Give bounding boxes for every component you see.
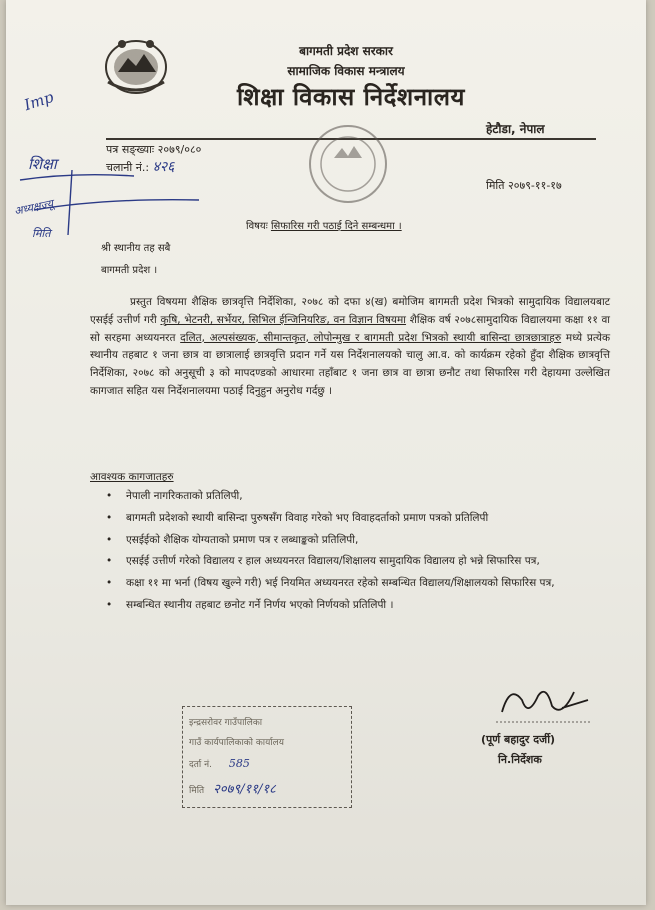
office-seal-icon: [298, 118, 402, 210]
signatory-title: नि.निर्देशक: [498, 753, 542, 766]
letter-subject: विषयः सिफारिस गरी पठाई दिने सम्बन्धमा ।: [246, 221, 402, 232]
list-item: • कक्षा ११ मा भर्ना (विषय खुल्ने गरी) भई नियमित अध्ययनरत रहेको सम्बन्धित विद्यालय/शिक्षालयको सिफारिस पत्र,: [106, 575, 626, 593]
nepal-emblem-icon: [102, 34, 170, 96]
dispatch-number: चलानी नं.: ४२६: [106, 159, 175, 175]
letter-number: पत्र सङ्ख्याः २०७९/०८०: [106, 143, 202, 156]
directorate-title: शिक्षा विकास निर्देशनालय: [237, 83, 465, 111]
letter-page: [6, 0, 646, 905]
ministry-name: सामाजिक विकास मन्त्रालय: [287, 64, 405, 78]
letter-date: मिति २०७९-११-१७: [486, 179, 562, 192]
list-item: • सम्बन्धित स्थानीय तहबाट छनोट गर्ने निर्णय भएको निर्णयको प्रतिलिपी ।: [106, 597, 626, 615]
recipient-line-1: श्री स्थानीय तह सबै: [101, 243, 171, 254]
list-item: • एसईईको शैक्षिक योग्यताको प्रमाण पत्र र लब्धाङ्कको प्रतिलिपी,: [106, 532, 626, 550]
received-stamp: इन्द्रसरोवर गाउँपालिका गाउँ कार्यपालिकाको कार्यालय दर्ता नं. 585 मिति २०७९/११/१८: [182, 706, 352, 808]
letter-body: प्रस्तुत विषयमा शैक्षिक छात्रवृत्ति निर्देशिका, २०७८ को दफा ४(ख) बमोजिम बागमती प्रदेश भित्रको सामुदायिक विद्यालयबाट एसईई उत्तीर्ण गरी कृषि, भेटनरी, सर्भेयर, सिभिल ईन्जिनियरिङ, वन विज्ञान विषयमा शैक्षिक वर्ष २०७८सामुदायिक विद्यालयमा कक्षा ११ वा सो सरहमा अध्ययनरत दलित, अल्पसंख्यक, सीमान्तकृत, लोपोन्मुख र बागमती प्रदेश भित्रको स्थायी बासिन्दा छात्रछात्राहरु मध्ये प्रत्येक स्थानीय तहबाट १ जना छात्र वा छात्रालाई छात्रवृत्ति प्रदान गर्ने यस निर्देशनालयको चालु आ.व. को कार्यक्रम रहेको हुँदा शैक्षिक छात्रवृत्ति निर्देशिका, २०७८ को अनुसूची ३ को मापदण्डको आधारमा तहाँबाट १ जना छात्र वा छात्रा छनौट तथा सिफारिस गरी देहायमा उल्लेखित कागजात सहित यस निर्देशनालयमा पठाई दिनुहुन अनुरोध गर्दछु ।: [90, 296, 611, 397]
handwritten-imp-note: Imp: [21, 87, 56, 115]
list-item: • एसईई उत्तीर्ण गरेको विद्यालय र हाल अध्ययनरत विद्यालय/शिक्षालय सामुदायिक विद्यालय हो भन्ने सिफारिस पत्र,: [106, 553, 626, 571]
requirements-heading: आवश्यक कागजातहरु: [90, 471, 174, 483]
government-name: बागमती प्रदेश सरकार: [299, 44, 393, 58]
list-item: • बागमती प्रदेशको स्थायी बासिन्दा पुरुषसँग विवाह गरेको भए विवाहदर्ताको प्रमाण पत्रको प्रतिलिपी: [106, 510, 626, 528]
signatory-name: (पूर्ण बहादुर दर्जी): [481, 733, 556, 746]
list-item: • नेपाली नागरिकताको प्रतिलिपी,: [106, 488, 626, 506]
handwritten-forwarding-note: शिक्षा अध्यक्षज्यू मिति: [14, 150, 204, 245]
signature-icon: [492, 678, 592, 728]
requirements-list: [106, 488, 626, 619]
recipient-line-2: बागमती प्रदेश ।: [101, 265, 158, 276]
office-location: हेटौडा, नेपाल: [486, 122, 545, 136]
